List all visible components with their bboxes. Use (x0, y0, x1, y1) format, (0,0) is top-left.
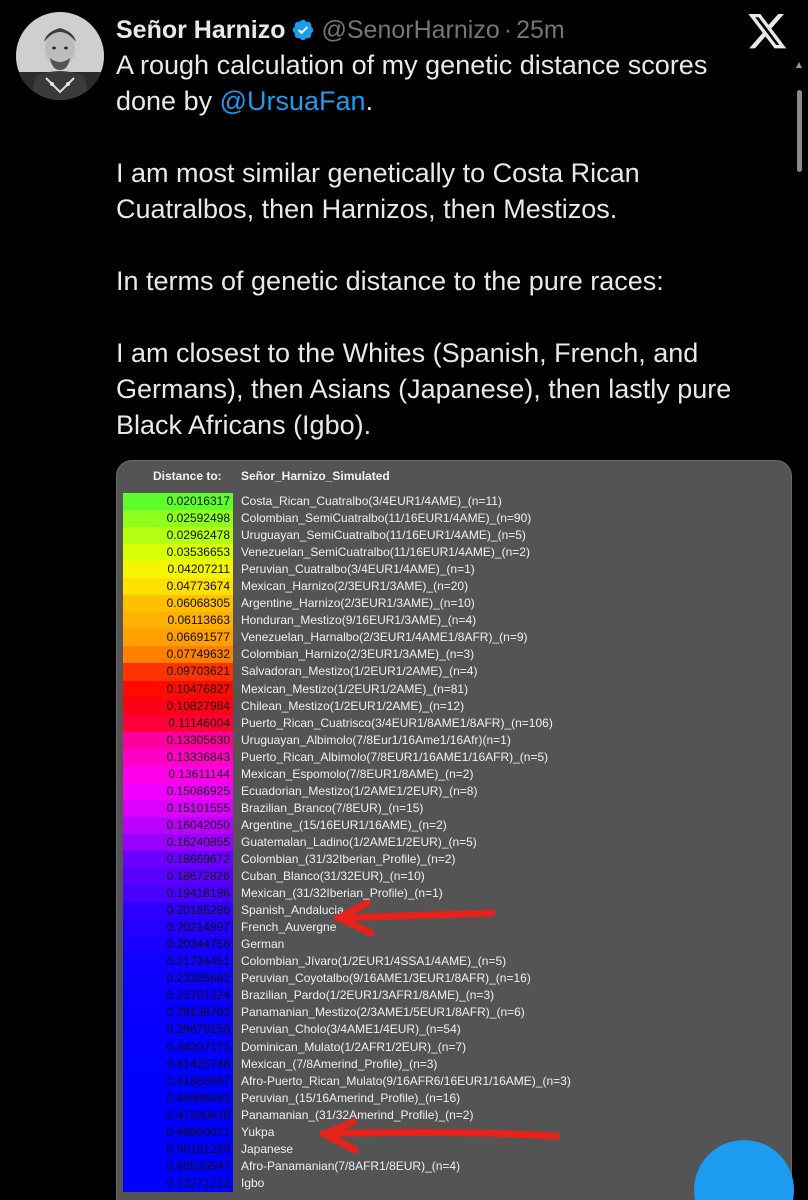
tweet-paragraph-4: I am closest to the Whites (Spanish, French, and Germans), then Asians (Japanese), then lastly pure Black Africans (Igbo). (116, 338, 732, 440)
population-label: Honduran_Mestizo(9/16EUR1/3AME)_(n=4) (241, 613, 477, 628)
distance-value: 0.47380636 (123, 1107, 233, 1124)
distance-value: 0.07749632 (123, 646, 233, 663)
population-label: Colombian_Jívaro(1/2EUR1/4SSA1/4AME)_(n=5) (241, 954, 507, 969)
distance-value: 0.04773674 (123, 578, 233, 595)
distance-row (123, 544, 783, 561)
distance-row (123, 1073, 783, 1090)
population-label: Igbo (241, 1175, 265, 1190)
header-separator: · (503, 15, 513, 44)
population-label: Spanish_Andalucia (241, 903, 344, 918)
population-label: Mexican_(7/8Amerind_Profile)_(n=3) (241, 1056, 438, 1071)
distance-value: 0.02592498 (123, 510, 233, 527)
distance-value: 0.16240855 (123, 834, 233, 851)
distance-value: 0.10827984 (123, 698, 233, 715)
population-label: Brazilian_Branco(7/8EUR)_(n=15) (241, 800, 424, 815)
distance-value: 0.16042050 (123, 817, 233, 834)
tweet-text (116, 47, 766, 443)
distance-value: 0.06113663 (123, 612, 233, 629)
author-avatar[interactable] (16, 12, 104, 100)
population-label: Venezuelan_SemiCuatralbo(11/16EUR1/4AME)_(n=2) (241, 545, 530, 560)
distance-row (123, 749, 783, 766)
distance-value: 0.19418196 (123, 885, 233, 902)
verified-badge-icon (291, 18, 315, 42)
distance-value: 0.03536653 (123, 544, 233, 561)
population-label: Mexican_(31/32Iberian_Profile)_(n=1) (241, 886, 443, 901)
distance-row (123, 493, 783, 510)
tweet-paragraph-1 (116, 47, 766, 119)
population-label: Cuban_Blanco(31/32EUR)_(n=10) (241, 869, 425, 884)
population-label: Uruguayan_SemiCuatralbo(11/16EUR1/4AME)_(n=5) (241, 528, 526, 543)
distance-row (123, 1021, 783, 1038)
distance-row (123, 527, 783, 544)
distance-value: 0.50101239 (123, 1141, 233, 1158)
tweet-text-segment: A rough calculation of my genetic distance scores done by (116, 50, 708, 116)
distance-value: 0.13305630 (123, 732, 233, 749)
mention-link[interactable]: @UrsuaFan (219, 86, 366, 116)
distance-row (123, 1004, 783, 1021)
distance-value: 0.09703621 (123, 663, 233, 680)
distance-row (123, 732, 783, 749)
distance-row (123, 868, 783, 885)
distance-value: 0.06691577 (123, 629, 233, 646)
population-label: French_Auvergne (241, 920, 337, 935)
population-label: Panamanian_(31/32Amerind_Profile)_(n=2) (241, 1107, 474, 1122)
population-label: Peruvian_Cholo(3/4AME1/4EUR)_(n=54) (241, 1022, 461, 1037)
distance-value: 0.18672826 (123, 868, 233, 885)
population-label: Puerto_Rican_Cuatrisco(3/4EUR1/8AME1/8AFR)_(n=106) (241, 715, 553, 730)
distance-value: 0.29679158 (123, 1021, 233, 1038)
distance-value: 0.06068305 (123, 595, 233, 612)
distance-value: 0.02016317 (123, 493, 233, 510)
distance-row (123, 1175, 783, 1192)
distance-row (123, 612, 783, 629)
tweet-paragraph-2: I am most similar genetically to Costa Rican Cuatralbos, then Harnizos, then Mestizos. (116, 158, 640, 224)
distance-to-label: Distance to: (153, 469, 222, 483)
distance-row (123, 629, 783, 646)
population-label: Peruvian_Coyotalbo(9/16AME1/3EUR1/8AFR)_(n=16) (241, 971, 531, 986)
author-handle[interactable]: @SenorHarnizo (321, 15, 500, 44)
distance-value: 0.21734451 (123, 953, 233, 970)
tweet-timestamp[interactable]: 25m (516, 15, 565, 44)
avatar-portrait (16, 12, 104, 100)
distance-value: 0.13611144 (123, 766, 233, 783)
distance-table (123, 493, 783, 1192)
distance-row (123, 1039, 783, 1056)
distance-value: 0.49960021 (123, 1124, 233, 1141)
distance-value: 0.34207173 (123, 1039, 233, 1056)
distance-row (123, 834, 783, 851)
population-label: Argentine_Harnizo(2/3EUR1/3AME)_(n=10) (241, 596, 475, 611)
distance-value: 0.13336843 (123, 749, 233, 766)
population-label: Mexican_Mestizo(1/2EUR1/2AME)_(n=81) (241, 681, 469, 696)
population-label: Colombian_SemiCuatralbo(11/16EUR1/4AME)_(n=90) (241, 511, 532, 526)
distance-value: 0.11146004 (123, 715, 233, 732)
population-label: Guatemalan_Ladino(1/2AME1/2EUR)_(n=5) (241, 834, 477, 849)
target-sample-label: Señor_Harnizo_Simulated (241, 469, 390, 483)
population-label: Dominican_Mulato(1/2AFR1/2EUR)_(n=7) (241, 1039, 467, 1054)
population-label: Brazilian_Pardo(1/2EUR1/3AFR1/8AME)_(n=3) (241, 988, 495, 1003)
distance-row (123, 510, 783, 527)
red-arrow-annotation (297, 893, 497, 943)
distance-row (123, 783, 783, 800)
attached-image[interactable] (116, 460, 792, 1200)
population-label: Puerto_Rican_Albimolo(7/8EUR1/16AME1/16AFR)_(n=5) (241, 749, 549, 764)
scroll-up-arrow-icon[interactable] (795, 60, 803, 74)
x-logo-icon[interactable] (748, 14, 788, 50)
distance-row (123, 663, 783, 680)
distance-value: 0.20214997 (123, 919, 233, 936)
distance-value: 0.02962478 (123, 527, 233, 544)
distance-value: 0.20185286 (123, 902, 233, 919)
distance-row (123, 595, 783, 612)
population-label: Mexican_Harnizo(2/3EUR1/3AME)_(n=20) (241, 579, 469, 594)
population-label: Yukpa (241, 1124, 275, 1139)
distance-row (123, 698, 783, 715)
population-label: Salvadoran_Mestizo(1/2EUR1/2AME)_(n=4) (241, 664, 478, 679)
distance-row (123, 681, 783, 698)
distance-value: 0.23701324 (123, 987, 233, 1004)
tweet-header (116, 10, 565, 50)
distance-row (123, 953, 783, 970)
population-label: Colombian_(31/32Iberian_Profile)_(n=2) (241, 852, 456, 866)
distance-row (123, 646, 783, 663)
distance-table-header (117, 469, 791, 485)
distance-row (123, 766, 783, 783)
population-label: Japanese (241, 1141, 294, 1156)
distance-value: 0.44996453 (123, 1090, 233, 1107)
distance-value: 0.20344756 (123, 936, 233, 953)
distance-value: 0.15101555 (123, 800, 233, 817)
distance-row (123, 1158, 783, 1175)
distance-row (123, 800, 783, 817)
tweet-text-segment: . (365, 86, 374, 116)
distance-value: 0.15086925 (123, 783, 233, 800)
population-label: Afro-Panamanian(7/8AFR1/8EUR)_(n=4) (241, 1158, 461, 1173)
scrollbar-thumb[interactable] (797, 90, 802, 172)
population-label: Uruguayan_Albimolo(7/8Eur1/16Ame1/16Afr)(n=1) (241, 732, 511, 747)
author-name[interactable]: Señor Harnizo (116, 15, 286, 44)
distance-value: 0.41425748 (123, 1056, 233, 1073)
distance-row (123, 987, 783, 1004)
population-label: Colombian_Harnizo(2/3EUR1/3AME)_(n=3) (241, 647, 475, 662)
population-label: Venezuelan_Harnalbo(2/3EUR1/4AME1/8AFR)_(n=9) (241, 630, 528, 645)
distance-value: 0.04207211 (123, 561, 233, 578)
population-label: Mexican_Espomolo(7/8EUR1/8AME)_(n=2) (241, 766, 474, 781)
distance-row (123, 578, 783, 595)
red-arrow-annotation (295, 1116, 565, 1160)
population-label: Afro-Puerto_Rican_Mulato(9/16AFR6/16EUR1/16AME)_(n=3) (241, 1073, 571, 1088)
population-label: Argentine_(15/16EUR1/16AME)_(n=2) (241, 817, 447, 832)
distance-row (123, 561, 783, 578)
distance-row (123, 851, 783, 868)
population-label: Panamanian_Mestizo(2/3AME1/5EUR1/8AFR)_(n=6) (241, 1005, 525, 1020)
distance-value: 0.23385682 (123, 970, 233, 987)
population-label: German (241, 937, 285, 952)
population-label: Ecuadorian_Mestizo(1/2AME1/2EUR)_(n=8) (241, 783, 478, 798)
distance-value: 0.60530547 (123, 1158, 233, 1175)
distance-row (123, 715, 783, 732)
distance-value: 0.29138763 (123, 1004, 233, 1021)
distance-row (123, 1056, 783, 1073)
distance-row (123, 1090, 783, 1107)
distance-value: 0.10476827 (123, 681, 233, 698)
distance-value: 0.41883067 (123, 1073, 233, 1090)
population-label: Costa_Rican_Cuatralbo(3/4EUR1/4AME)_(n=11) (241, 494, 502, 509)
distance-value: 0.18669672 (123, 851, 233, 868)
distance-row (123, 817, 783, 834)
population-label: Chilean_Mestizo(1/2EUR1/2AME)_(n=12) (241, 698, 465, 713)
distance-row (123, 970, 783, 987)
population-label: Peruvian_Cuatralbo(3/4EUR1/4AME)_(n=1) (241, 562, 475, 577)
population-label: Peruvian_(15/16Amerind_Profile)_(n=16) (241, 1090, 461, 1105)
tweet-paragraph-3: In terms of genetic distance to the pure races: (116, 266, 664, 296)
distance-value: 0.72271212 (123, 1175, 233, 1192)
